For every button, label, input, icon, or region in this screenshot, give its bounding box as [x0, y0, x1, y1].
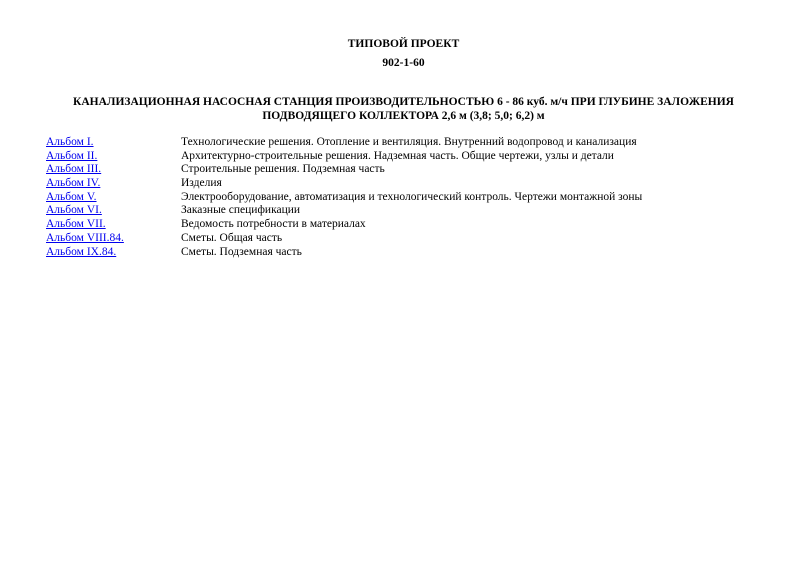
- document-title: КАНАЛИЗАЦИОННАЯ НАСОСНАЯ СТАНЦИЯ ПРОИЗВОДИТЕЛЬНОСТЬЮ 6 - 86 куб. м/ч ПРИ ГЛУБИНЕ ЗАЛОЖЕНИЯ ПОДВОДЯЩЕГО КОЛЛЕКТОРА 2,6 м (3,8; 5,0; 6,2) м: [73, 96, 734, 122]
- album-row-2: [46, 150, 786, 164]
- album-link-3[interactable]: Альбом III.: [46, 163, 102, 176]
- album-row-5: [46, 191, 786, 205]
- album-link-4[interactable]: Альбом IV.: [46, 177, 101, 190]
- album-row-6: [46, 204, 786, 218]
- project-number: 902-1-60: [382, 57, 425, 69]
- album-description-6: Заказные спецификации: [181, 204, 301, 217]
- album-link-9[interactable]: Альбом IX.84.: [46, 245, 117, 258]
- album-description-7: Ведомость потребности в материалах: [181, 218, 366, 231]
- album-description-1: Технологические решения. Отопление и вентиляция. Внутренний водопровод и канализация: [181, 136, 637, 148]
- album-link-6[interactable]: Альбом VI.: [46, 204, 102, 217]
- album-description-2: Архитектурно-строительные решения. Надземная часть. Общие чертежи, узлы и детали: [181, 149, 614, 162]
- album-row-4: [46, 177, 786, 191]
- album-link-7[interactable]: Альбом VII.: [46, 218, 106, 231]
- album-row-1: [46, 136, 786, 150]
- album-row-7: [46, 218, 786, 232]
- album-description-8: Сметы. Общая часть: [181, 231, 283, 244]
- album-list: [46, 136, 786, 259]
- album-row-3: [46, 163, 786, 177]
- album-link-1[interactable]: Альбом I.: [46, 136, 94, 148]
- album-description-3: Строительные решения. Подземная часть: [181, 163, 385, 176]
- album-link-5[interactable]: Альбом V.: [46, 190, 97, 203]
- album-link-8[interactable]: Альбом VIII.84.: [46, 231, 124, 244]
- album-description-4: Изделия: [181, 177, 222, 190]
- album-description-5: Электрооборудование, автоматизация и технологический контроль. Чертежи монтажной зоны: [181, 190, 643, 203]
- project-type-label: ТИПОВОЙ ПРОЕКТ: [347, 38, 460, 50]
- album-row-9: [46, 246, 786, 260]
- album-description-9: Сметы. Подземная часть: [181, 245, 302, 258]
- album-link-2[interactable]: Альбом II.: [46, 149, 98, 162]
- album-row-8: [46, 232, 786, 246]
